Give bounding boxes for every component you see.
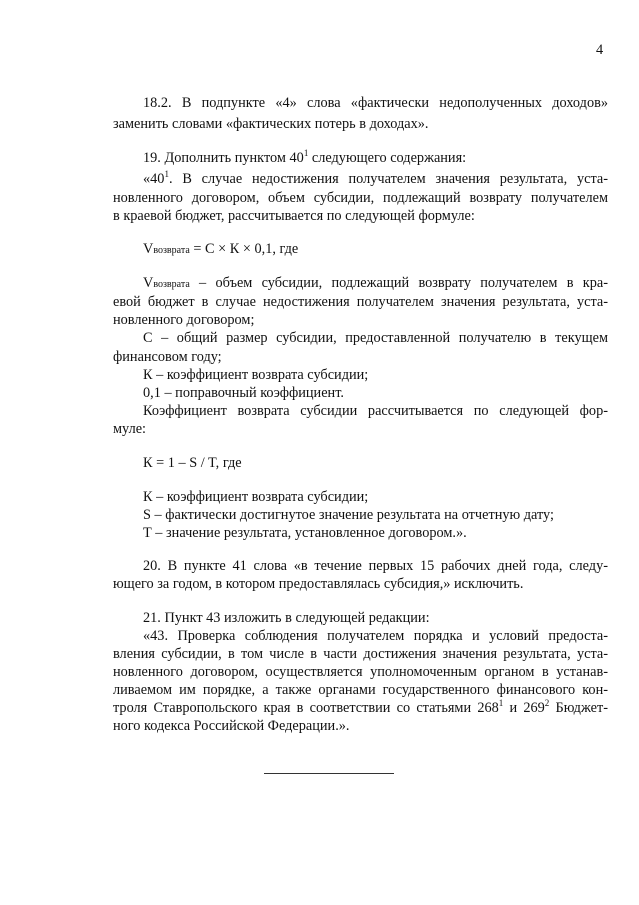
defs1-line-3: новленного договором; [113,312,255,328]
p21-line-6: троля Ставропольского края в соответствии со статьями $268^1$ и $269^2$ Бюджет- [113,698,608,716]
defs1-line-4: С – общий размер субсидии, предоставленной получателю в текущем [143,330,608,346]
p21-line-1: 21. Пункт 43 изложить в следующей редакции: [143,610,430,626]
p20-line-1: 20. В пункте 41 слова «в течение первых 15 рабочих дней года, следу- [143,558,608,574]
defs1-line-7: 0,1 – поправочный коэффициент. [143,385,344,401]
formula-1: Vвозврата = С × К × 0,1, где [143,241,299,257]
p19-line-3: новленного договором, объем субсидии, подлежащий возврату получателем [113,190,608,206]
p18-2-line-1: 18.2. В подпункте «4» слова «фактически недополученных доходов» [143,95,608,111]
defs2-line-3: Т – значение результата, установленное договором.». [143,525,467,541]
p21-line-4: новленного договором, осуществляется уполномоченным органом в устанав- [113,664,608,680]
p20-line-2: ющего за годом, в котором предоставлялась субсидия,» исключить. [113,576,524,592]
defs2-line-1: К – коэффициент возврата субсидии; [143,489,369,505]
defs1-line-1: Vвозврата – объем субсидии, подлежащий возврату получателем в кра- [143,275,608,291]
closing-divider-line [264,773,394,774]
formula-2: К = 1 – S / T, где [143,455,242,471]
p19-line-2: «$40^1$. В случае недостижения получателем значения результата, уста- [143,169,608,187]
page-number: 4 [596,42,604,58]
p21-line-7: ного кодекса Российской Федерации.». [113,718,350,734]
defs1-line-5: финансовом году; [113,349,222,365]
defs1-line-6: К – коэффициент возврата субсидии; [143,367,369,383]
defs1-line-9: муле: [113,421,147,437]
p21-line-3: вления субсидии, в том числе в части достижения значения результата, уста- [113,646,608,662]
p19-line-1: 19. Дополнить пунктом $40^1$ следующего содержания: [143,148,467,166]
p19-line-4: в краевой бюджет, рассчитывается по следующей формуле: [113,208,475,224]
p21-line-2: «43. Проверка соблюдения получателем порядка и условий предоста- [143,628,608,644]
defs1-line-8: Коэффициент возврата субсидии рассчитывается по следующей фор- [143,403,608,419]
p18-2-line-2: заменить словами «фактических потерь в доходах». [113,116,429,132]
p21-line-5: ливаемом им порядке, а также органами государственного финансового кон- [113,682,608,698]
defs2-line-2: S – фактически достигнутое значение результата на отчетную дату; [143,507,554,523]
defs1-line-2: евой бюджет в случае недостижения получателем значения результата, уста- [113,294,608,310]
